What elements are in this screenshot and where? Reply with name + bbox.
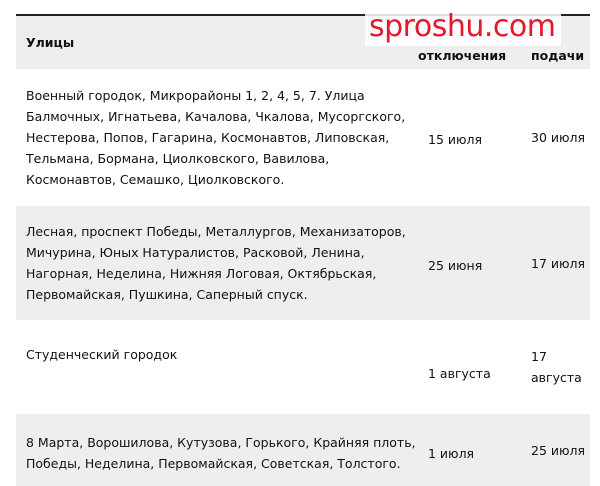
table-row (16, 206, 590, 320)
off-date-cell: 1 июля (418, 414, 519, 486)
outage-schedule-table (16, 16, 590, 486)
streets-cell: Лесная, проспект Победы, Металлургов, Механизаторов, Мичурина, Юных Натуралистов, Расковой, Ленина, Нагорная, Неделина, Нижняя Логовая, Октябрьская, Первомайская, Пушкина, Саперный спуск. (16, 206, 418, 320)
streets-cell: Студенческий городок (16, 320, 418, 414)
on-date-cell: 17 августа (519, 320, 590, 414)
streets-cell: Военный городок, Микрорайоны 1, 2, 4, 5, 7. Улица Балмочных, Игнатьева, Качалова, Чкалова, Мусоргского, Нестерова, Попов, Гагарина, Космонавтов, Липовская, Тельмана, Бормана, Циолковского, Вавилова, Космонавтов, Семашко, Циолковского. (16, 69, 418, 206)
site-watermark: sproshu.com (365, 8, 561, 46)
on-date-cell: 25 июля (519, 414, 590, 486)
on-date-cell: 30 июля (519, 69, 590, 206)
off-date-cell: 1 августа (418, 320, 519, 414)
table-row (16, 69, 590, 206)
on-date-cell: 17 июля (519, 206, 590, 320)
table-row (16, 414, 590, 486)
off-date-cell: 15 июля (418, 69, 519, 206)
header-streets: Улицы (16, 16, 418, 69)
table-row (16, 320, 590, 414)
header-on-date: подачи (519, 16, 590, 69)
off-date-cell: 25 июня (418, 206, 519, 320)
streets-cell: 8 Марта, Ворошилова, Кутузова, Горького, Крайняя плоть, Победы, Неделина, Первомайская, Советская, Толстого. (16, 414, 418, 486)
header-off-date: отключения (418, 16, 519, 69)
